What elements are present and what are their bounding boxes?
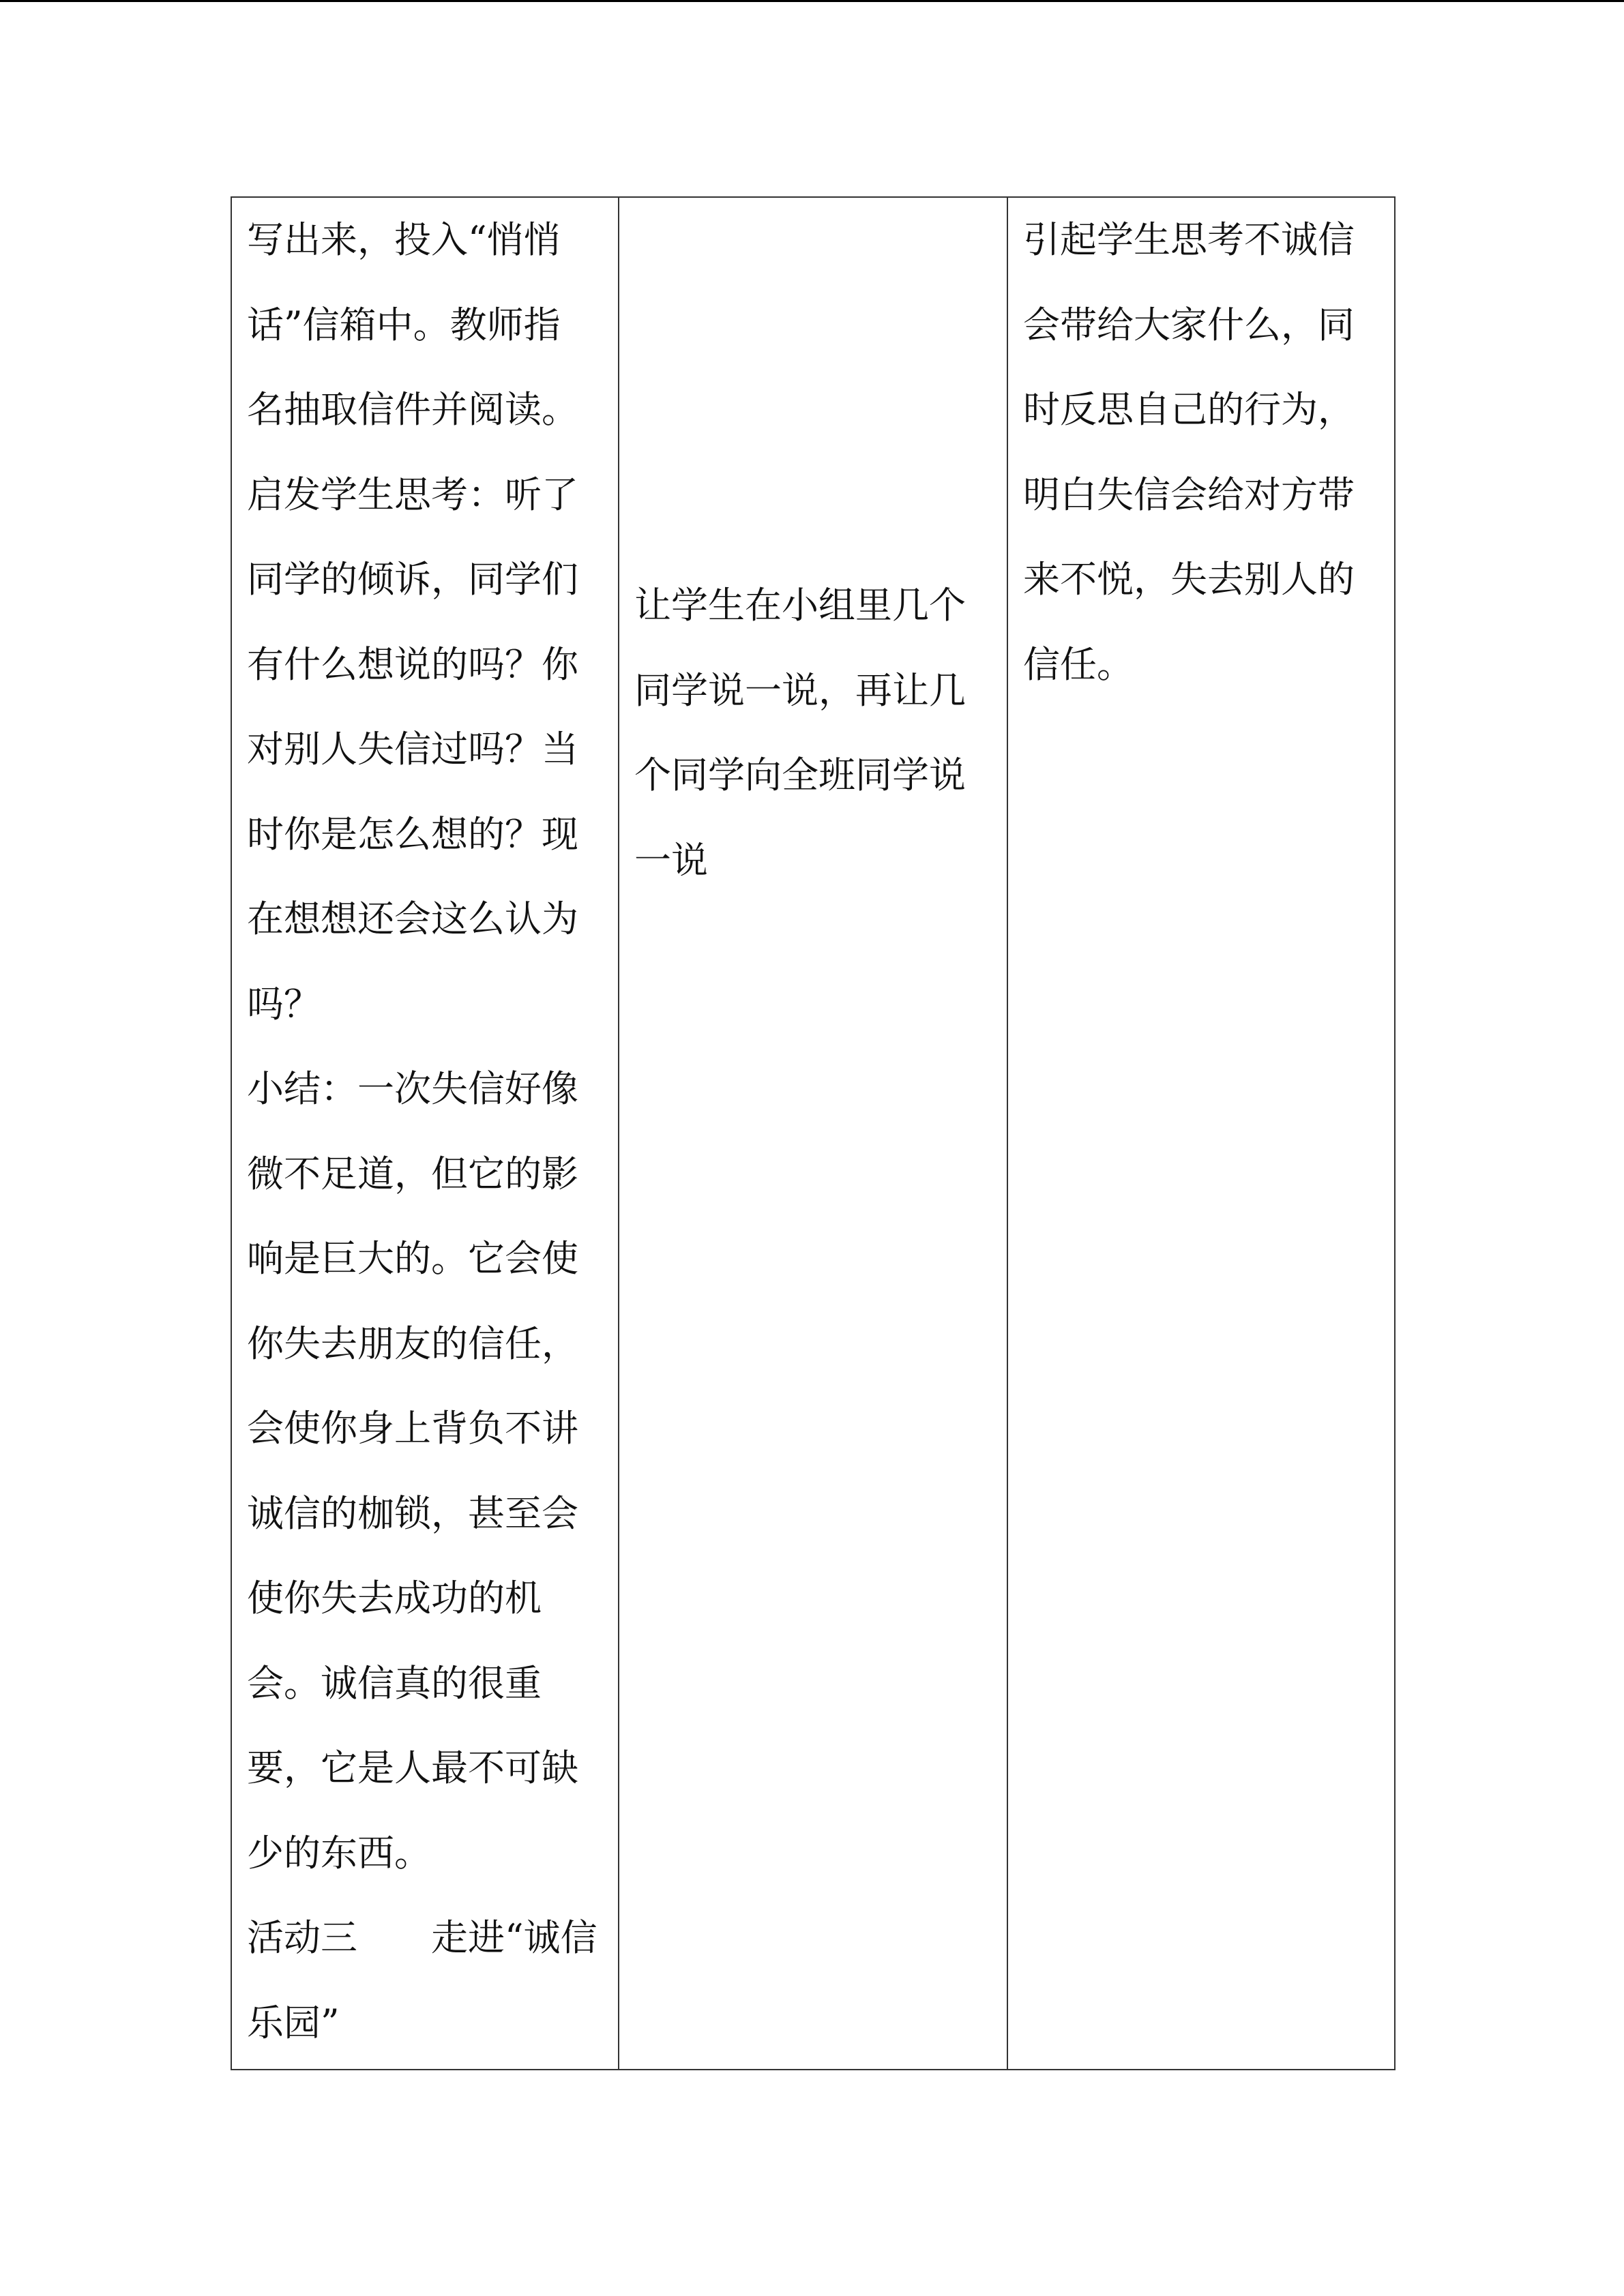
design-intent-text: 引起学生思考不诚信 会带给大家什么，同 时反思自己的行为， 明白失信会给对方带 来不悦，失去别人的 信任。	[1023, 218, 1355, 686]
teacher-activity-cell	[231, 197, 619, 2070]
student-activity-cell	[619, 197, 1007, 2070]
page-top-border	[0, 0, 1624, 2]
lesson-plan-table	[231, 196, 1396, 2070]
student-activity-text: 让学生在小组里几个 同学说一说，再让几 个同学向全班同学说 一说	[634, 584, 966, 882]
table-row	[231, 197, 1395, 2070]
teacher-activity-text: 写出来，投入“悄悄 话”信箱中。教师指 名抽取信件并阅读。 启发学生思考：听了 同学的倾诉，同学们 有什么想说的吗？你 对别人失信过吗？当 时你是怎么想的？现 在想想还会这么认为 吗？ 小结：一次失信好像 微不足道，但它的影 响是巨大的。它会使 你失去朋友的信任， 会使你身上背负不讲 诚信的枷锁，甚至会 使你失去成功的机 会。诚信真的很重 要，它是人最不可缺 少的东西。 活动三 走进“诚信 乐园”	[247, 218, 597, 2044]
design-intent-cell	[1007, 197, 1395, 2070]
